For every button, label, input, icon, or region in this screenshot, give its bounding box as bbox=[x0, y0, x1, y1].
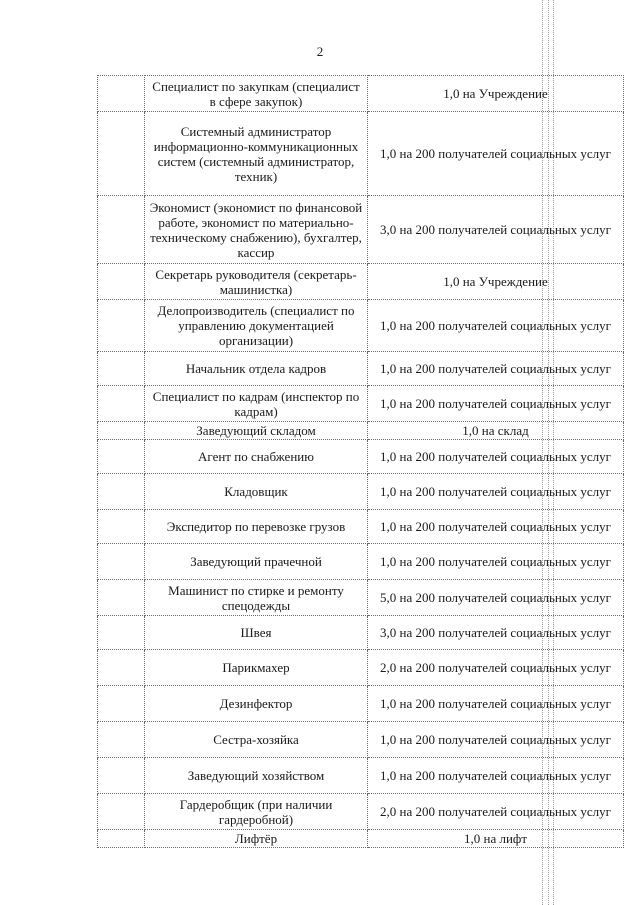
norm-cell bbox=[368, 544, 624, 580]
norm-text: 1,0 на 200 получателей социальных услуг bbox=[380, 449, 611, 464]
norm-text: 1,0 на Учреждение bbox=[443, 86, 548, 101]
norm-text: 2,0 на 200 получателей социальных услуг bbox=[380, 660, 611, 675]
norm-text: 1,0 на 200 получателей социальных услуг bbox=[380, 146, 611, 161]
norm-text: 1,0 на 200 получателей социальных услуг bbox=[380, 696, 611, 711]
table-row bbox=[98, 510, 624, 544]
norm-cell bbox=[368, 510, 624, 544]
norm-text: 1,0 на 200 получателей социальных услуг bbox=[380, 396, 611, 411]
table-row bbox=[98, 440, 624, 474]
norm-text: 1,0 на 200 получателей социальных услуг bbox=[380, 361, 611, 376]
row-number-cell bbox=[98, 510, 145, 544]
position-cell: Гардеробщик (при наличии гардеробной) bbox=[145, 794, 368, 830]
norm-cell bbox=[368, 112, 624, 196]
table-row bbox=[98, 830, 624, 848]
row-number-cell bbox=[98, 422, 145, 440]
row-number-cell bbox=[98, 616, 145, 650]
norm-text: 2,0 на 200 получателей социальных услуг bbox=[380, 804, 611, 819]
table-row bbox=[98, 650, 624, 686]
row-number-cell bbox=[98, 474, 145, 510]
page-number: 2 bbox=[316, 44, 324, 59]
norm-text: 1,0 на 200 получателей социальных услуг bbox=[380, 318, 611, 333]
table-row bbox=[98, 196, 624, 264]
norm-cell bbox=[368, 794, 624, 830]
table-row bbox=[98, 474, 624, 510]
row-number-cell bbox=[98, 440, 145, 474]
row-number-cell bbox=[98, 686, 145, 722]
row-number-cell bbox=[98, 758, 145, 794]
norm-cell bbox=[368, 686, 624, 722]
position-cell: Заведующий прачечной bbox=[145, 544, 368, 580]
row-number-cell bbox=[98, 112, 145, 196]
norm-cell bbox=[368, 650, 624, 686]
table-row bbox=[98, 544, 624, 580]
position-cell: Агент по снабжению bbox=[145, 440, 368, 474]
norm-cell bbox=[368, 616, 624, 650]
row-number-cell bbox=[98, 264, 145, 300]
position-cell: Системный администратор информационно-коммуникационных систем (системный администратор, техник) bbox=[145, 112, 368, 196]
norm-text: 1,0 на 200 получателей социальных услуг bbox=[380, 484, 611, 499]
position-cell: Заведующий хозяйством bbox=[145, 758, 368, 794]
position-cell: Секретарь руководителя (секретарь-машинистка) bbox=[145, 264, 368, 300]
table-row bbox=[98, 722, 624, 758]
row-number-cell bbox=[98, 580, 145, 616]
row-number-cell bbox=[98, 830, 145, 848]
position-cell: Кладовщик bbox=[145, 474, 368, 510]
norm-text: 1,0 на склад bbox=[462, 423, 529, 438]
position-cell: Заведующий складом bbox=[145, 422, 368, 440]
position-cell: Специалист по закупкам (специалист в сфере закупок) bbox=[145, 76, 368, 112]
table-row bbox=[98, 112, 624, 196]
table-row bbox=[98, 422, 624, 440]
norm-text: 1,0 на лифт bbox=[463, 831, 528, 846]
norm-text: 1,0 на Учреждение bbox=[443, 274, 548, 289]
position-cell: Сестра-хозяйка bbox=[145, 722, 368, 758]
norm-cell bbox=[368, 76, 624, 112]
norm-cell bbox=[368, 758, 624, 794]
norm-text: 1,0 на 200 получателей социальных услуг bbox=[380, 519, 611, 534]
table-row bbox=[98, 76, 624, 112]
norm-text: 1,0 на 200 получателей социальных услуг bbox=[380, 554, 611, 569]
staffing-norms-table bbox=[97, 75, 624, 848]
norm-cell bbox=[368, 440, 624, 474]
position-cell: Начальник отдела кадров bbox=[145, 352, 368, 386]
table-row bbox=[98, 616, 624, 650]
table-row bbox=[98, 300, 624, 352]
norm-text: 3,0 на 200 получателей социальных услуг bbox=[380, 625, 611, 640]
norm-cell bbox=[368, 722, 624, 758]
row-number-cell bbox=[98, 386, 145, 422]
norm-text: 5,0 на 200 получателей социальных услуг bbox=[380, 590, 611, 605]
table-row bbox=[98, 686, 624, 722]
row-number-cell bbox=[98, 76, 145, 112]
norm-cell bbox=[368, 830, 624, 848]
norm-text: 3,0 на 200 получателей социальных услуг bbox=[380, 222, 611, 237]
table-row bbox=[98, 386, 624, 422]
norm-cell bbox=[368, 422, 624, 440]
norm-cell bbox=[368, 300, 624, 352]
table-row bbox=[98, 264, 624, 300]
norm-text: 1,0 на 200 получателей социальных услуг bbox=[380, 768, 611, 783]
table-row bbox=[98, 794, 624, 830]
row-number-cell bbox=[98, 352, 145, 386]
table-row bbox=[98, 352, 624, 386]
norm-text: 1,0 на 200 получателей социальных услуг bbox=[380, 732, 611, 747]
position-cell: Специалист по кадрам (инспектор по кадрам) bbox=[145, 386, 368, 422]
position-cell: Экономист (экономист по финансовой работе, экономист по материально-техническому снабжению), бухгалтер, кассир bbox=[145, 196, 368, 264]
row-number-cell bbox=[98, 794, 145, 830]
position-cell: Экспедитор по перевозке грузов bbox=[145, 510, 368, 544]
row-number-cell bbox=[98, 300, 145, 352]
position-cell: Лифтёр bbox=[145, 830, 368, 848]
position-cell: Машинист по стирке и ремонту спецодежды bbox=[145, 580, 368, 616]
norm-cell bbox=[368, 264, 624, 300]
row-number-cell bbox=[98, 196, 145, 264]
row-number-cell bbox=[98, 544, 145, 580]
row-number-cell bbox=[98, 722, 145, 758]
row-number-cell bbox=[98, 650, 145, 686]
table-row bbox=[98, 580, 624, 616]
norm-cell bbox=[368, 196, 624, 264]
position-cell: Дезинфектор bbox=[145, 686, 368, 722]
norm-cell bbox=[368, 386, 624, 422]
table-row bbox=[98, 758, 624, 794]
norm-cell bbox=[368, 352, 624, 386]
position-cell: Делопроизводитель (специалист по управлению документацией организации) bbox=[145, 300, 368, 352]
norm-cell bbox=[368, 580, 624, 616]
position-cell: Парикмахер bbox=[145, 650, 368, 686]
norm-cell bbox=[368, 474, 624, 510]
position-cell: Швея bbox=[145, 616, 368, 650]
